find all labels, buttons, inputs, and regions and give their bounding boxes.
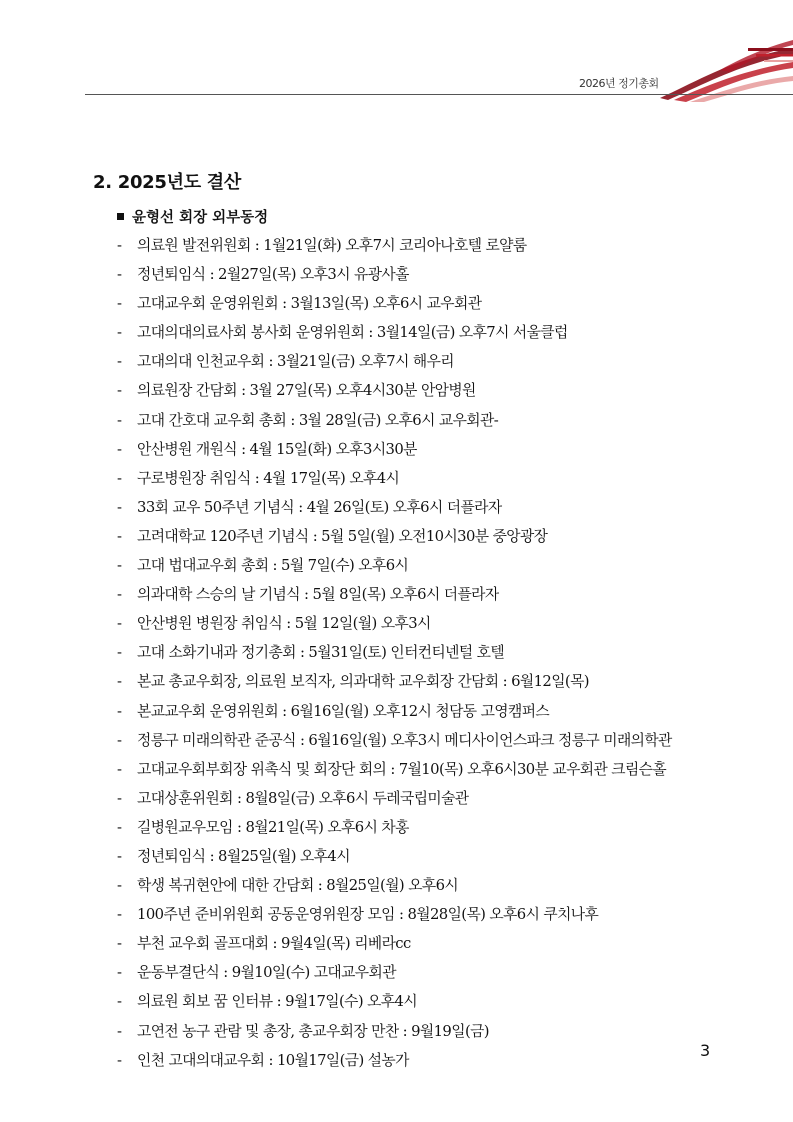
event-text: 본교교우회 운영위원회 : 6월16일(월) 오후12시 청담동 고영캠퍼스: [137, 702, 550, 720]
dash-marker: -: [117, 527, 122, 545]
list-item: [117, 406, 672, 435]
event-text: 고대 법대교우회 총회 : 5월 7일(수) 오후6시: [137, 557, 409, 575]
dash-marker: -: [117, 557, 122, 575]
list-item: [117, 376, 672, 405]
list-item: [117, 318, 672, 347]
page-number: 3: [700, 1041, 711, 1060]
header-divider: [85, 94, 793, 95]
event-text: 의료원 회보 꿈 인터뷰 : 9월17일(수) 오후4시: [137, 993, 418, 1011]
dash-marker: -: [117, 731, 122, 749]
dash-marker: -: [117, 411, 122, 429]
dash-marker: -: [117, 993, 122, 1011]
list-item: [117, 551, 672, 580]
dash-marker: -: [117, 1051, 122, 1069]
event-text: 고대 소화기내과 정기총회 : 5월31일(토) 인터컨티넨털 호텔: [137, 644, 505, 662]
list-item: [117, 231, 672, 260]
dash-marker: -: [117, 295, 122, 313]
event-text: 의과대학 스승의 날 기념식 : 5월 8일(목) 오후6시 더플라자: [137, 586, 499, 604]
list-item: [117, 871, 672, 900]
event-text: 정년퇴임식 : 8월25일(월) 오후4시: [137, 847, 350, 865]
event-text: 정년퇴임식 : 2월27일(목) 오후3시 유광사홀: [137, 266, 409, 284]
event-text: 본교 총교우회장, 의료원 보직자, 의과대학 교우회장 간담회 : 6월12일(목): [137, 673, 589, 691]
dash-marker: -: [117, 818, 122, 836]
list-item: [117, 784, 672, 813]
list-item: [117, 697, 672, 726]
event-text: 안산병원 병원장 취임식 : 5월 12일(월) 오후3시: [137, 615, 431, 633]
list-item: [117, 1046, 672, 1075]
list-item: [117, 842, 672, 871]
event-text: 학생 복귀현안에 대한 간담회 : 8월25일(월) 오후6시: [137, 877, 459, 895]
list-item: [117, 522, 672, 551]
dash-marker: -: [117, 702, 122, 720]
dash-marker: -: [117, 1022, 122, 1040]
list-item: [117, 667, 672, 696]
list-item: [117, 929, 672, 958]
list-item: [117, 726, 672, 755]
dash-marker: -: [117, 644, 122, 662]
event-text: 33회 교우 50주년 기념식 : 4월 26일(토) 오후6시 더플라자: [137, 498, 502, 516]
event-text: 부천 교우회 골프대회 : 9월4일(목) 리베라cc: [137, 935, 411, 953]
dash-marker: -: [117, 469, 122, 487]
list-item: [117, 260, 672, 289]
dash-marker: -: [117, 760, 122, 778]
event-text: 안산병원 개원식 : 4월 15일(화) 오후3시30분: [137, 440, 417, 458]
list-item: [117, 609, 672, 638]
list-item: [117, 813, 672, 842]
dash-marker: -: [117, 324, 122, 342]
square-bullet-icon: [117, 213, 124, 220]
dash-marker: -: [117, 847, 122, 865]
sub-heading: [117, 206, 268, 227]
event-text: 길병원교우모임 : 8월21일(목) 오후6시 차홍: [137, 818, 409, 836]
sub-heading-text: 윤형선 회장 외부동정: [132, 210, 269, 226]
dash-marker: -: [117, 586, 122, 604]
list-item: [117, 987, 672, 1016]
list-item: [117, 580, 672, 609]
event-text: 고대 간호대 교우회 총회 : 3월 28일(금) 오후6시 교우회관-: [137, 411, 499, 429]
list-item: [117, 435, 672, 464]
list-item: [117, 347, 672, 376]
dash-marker: -: [117, 353, 122, 371]
dash-marker: -: [117, 237, 122, 254]
event-text: 의료원장 간담회 : 3월 27일(목) 오후4시30분 안암병원: [137, 382, 476, 400]
list-item: [117, 755, 672, 784]
event-text: 고대상훈위원회 : 8월8일(금) 오후6시 두레국립미술관: [137, 789, 469, 807]
header-logo: [660, 40, 793, 102]
event-text: 고대의대의료사회 봉사회 운영위원회 : 3월14일(금) 오후7시 서울클럽: [137, 324, 568, 342]
event-text: 고려대학교 120주년 기념식 : 5월 5일(월) 오전10시30분 중앙광장: [137, 527, 548, 545]
dash-marker: -: [117, 935, 122, 953]
event-text: 의료원 발전위원회 : 1월21일(화) 오후7시 코리아나호텔 로얄룸: [137, 237, 527, 254]
event-text: 100주년 준비위원회 공동운영위원장 모임 : 8월28일(목) 오후6시 쿠치나후: [137, 906, 599, 924]
list-item: [117, 638, 672, 667]
event-text: 고대교우회부회장 위촉식 및 회장단 회의 : 7월10(목) 오후6시30분 교우회관 크림슨홀: [137, 760, 667, 778]
dash-marker: -: [117, 498, 122, 516]
dash-marker: -: [117, 789, 122, 807]
list-item: [117, 958, 672, 987]
header-title: 2026년 정기총회: [579, 77, 659, 90]
event-text: 고대의대 인천교우회 : 3월21일(금) 오후7시 해우리: [137, 353, 454, 371]
event-text: 운동부결단식 : 9월10일(수) 고대교우회관: [137, 964, 396, 982]
dash-marker: -: [117, 266, 122, 284]
list-item: [117, 289, 672, 318]
list-item: [117, 1017, 672, 1046]
list-item: [117, 464, 672, 493]
dash-marker: -: [117, 877, 122, 895]
event-text: 정릉구 미래의학관 준공식 : 6월16일(월) 오후3시 메디사이언스파크 정릉구 미래의학관: [137, 731, 672, 749]
dash-marker: -: [117, 906, 122, 924]
dash-marker: -: [117, 964, 122, 982]
list-item: [117, 900, 672, 929]
section-title: 2. 2025년도 결산: [93, 172, 241, 193]
event-list: [117, 231, 672, 1075]
dash-marker: -: [117, 673, 122, 691]
list-item: [117, 493, 672, 522]
dash-marker: -: [117, 615, 122, 633]
event-text: 고연전 농구 관람 및 총장, 총교우회장 만찬 : 9월19일(금): [137, 1022, 489, 1040]
event-text: 인천 고대의대교우회 : 10월17일(금) 설농가: [137, 1051, 409, 1069]
event-text: 구로병원장 취임식 : 4월 17일(목) 오후4시: [137, 469, 400, 487]
event-text: 고대교우회 운영위원회 : 3월13일(목) 오후6시 교우회관: [137, 295, 482, 313]
dash-marker: -: [117, 382, 122, 400]
dash-marker: -: [117, 440, 122, 458]
